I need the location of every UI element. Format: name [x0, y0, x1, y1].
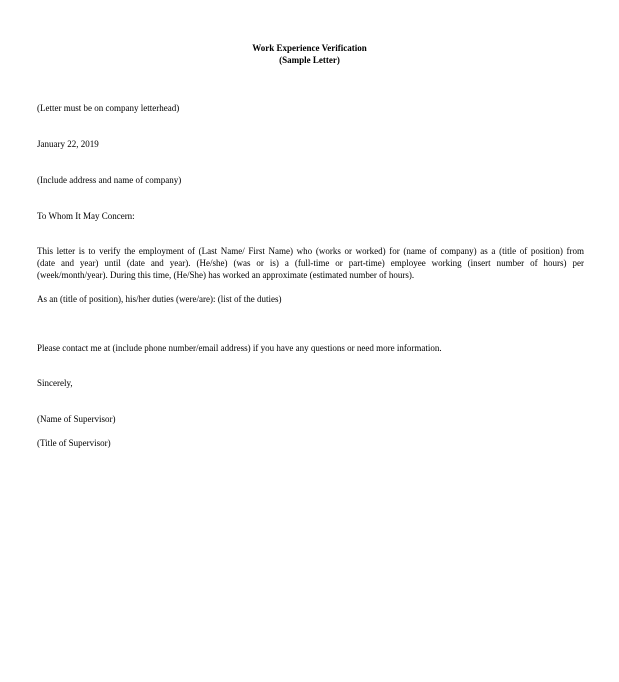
company-address-note: (Include address and name of company)	[37, 175, 182, 185]
body-line: (date and year) until (date and year). (He/she) (was or is) a (full-time or part-time) employee working (insert number of hours) per	[37, 258, 584, 268]
letter-title: Work Experience Verification	[252, 43, 367, 53]
body-line: (week/month/year). During this time, (He/She) has worked an approximate (estimated number of hours).	[37, 270, 415, 280]
contact-line: Please contact me at (include phone number/email address) if you have any questions or need more information.	[37, 343, 442, 353]
body-line: This letter is to verify the employment of (Last Name/ First Name) who (works or worked) for (name of company) as a (title of position) from	[37, 246, 584, 256]
letter-subtitle: (Sample Letter)	[279, 55, 340, 65]
closing: Sincerely,	[37, 378, 73, 388]
supervisor-name: (Name of Supervisor)	[37, 414, 116, 424]
letter-header	[0, 42, 619, 66]
body-paragraph	[37, 245, 584, 281]
letterhead-note: (Letter must be on company letterhead)	[37, 103, 180, 113]
supervisor-title: (Title of Supervisor)	[37, 438, 111, 448]
duties-line: As an (title of position), his/her duties (were/are): (list of the duties)	[37, 294, 282, 304]
letter-date: January 22, 2019	[37, 139, 99, 149]
salutation: To Whom It May Concern:	[37, 211, 135, 221]
